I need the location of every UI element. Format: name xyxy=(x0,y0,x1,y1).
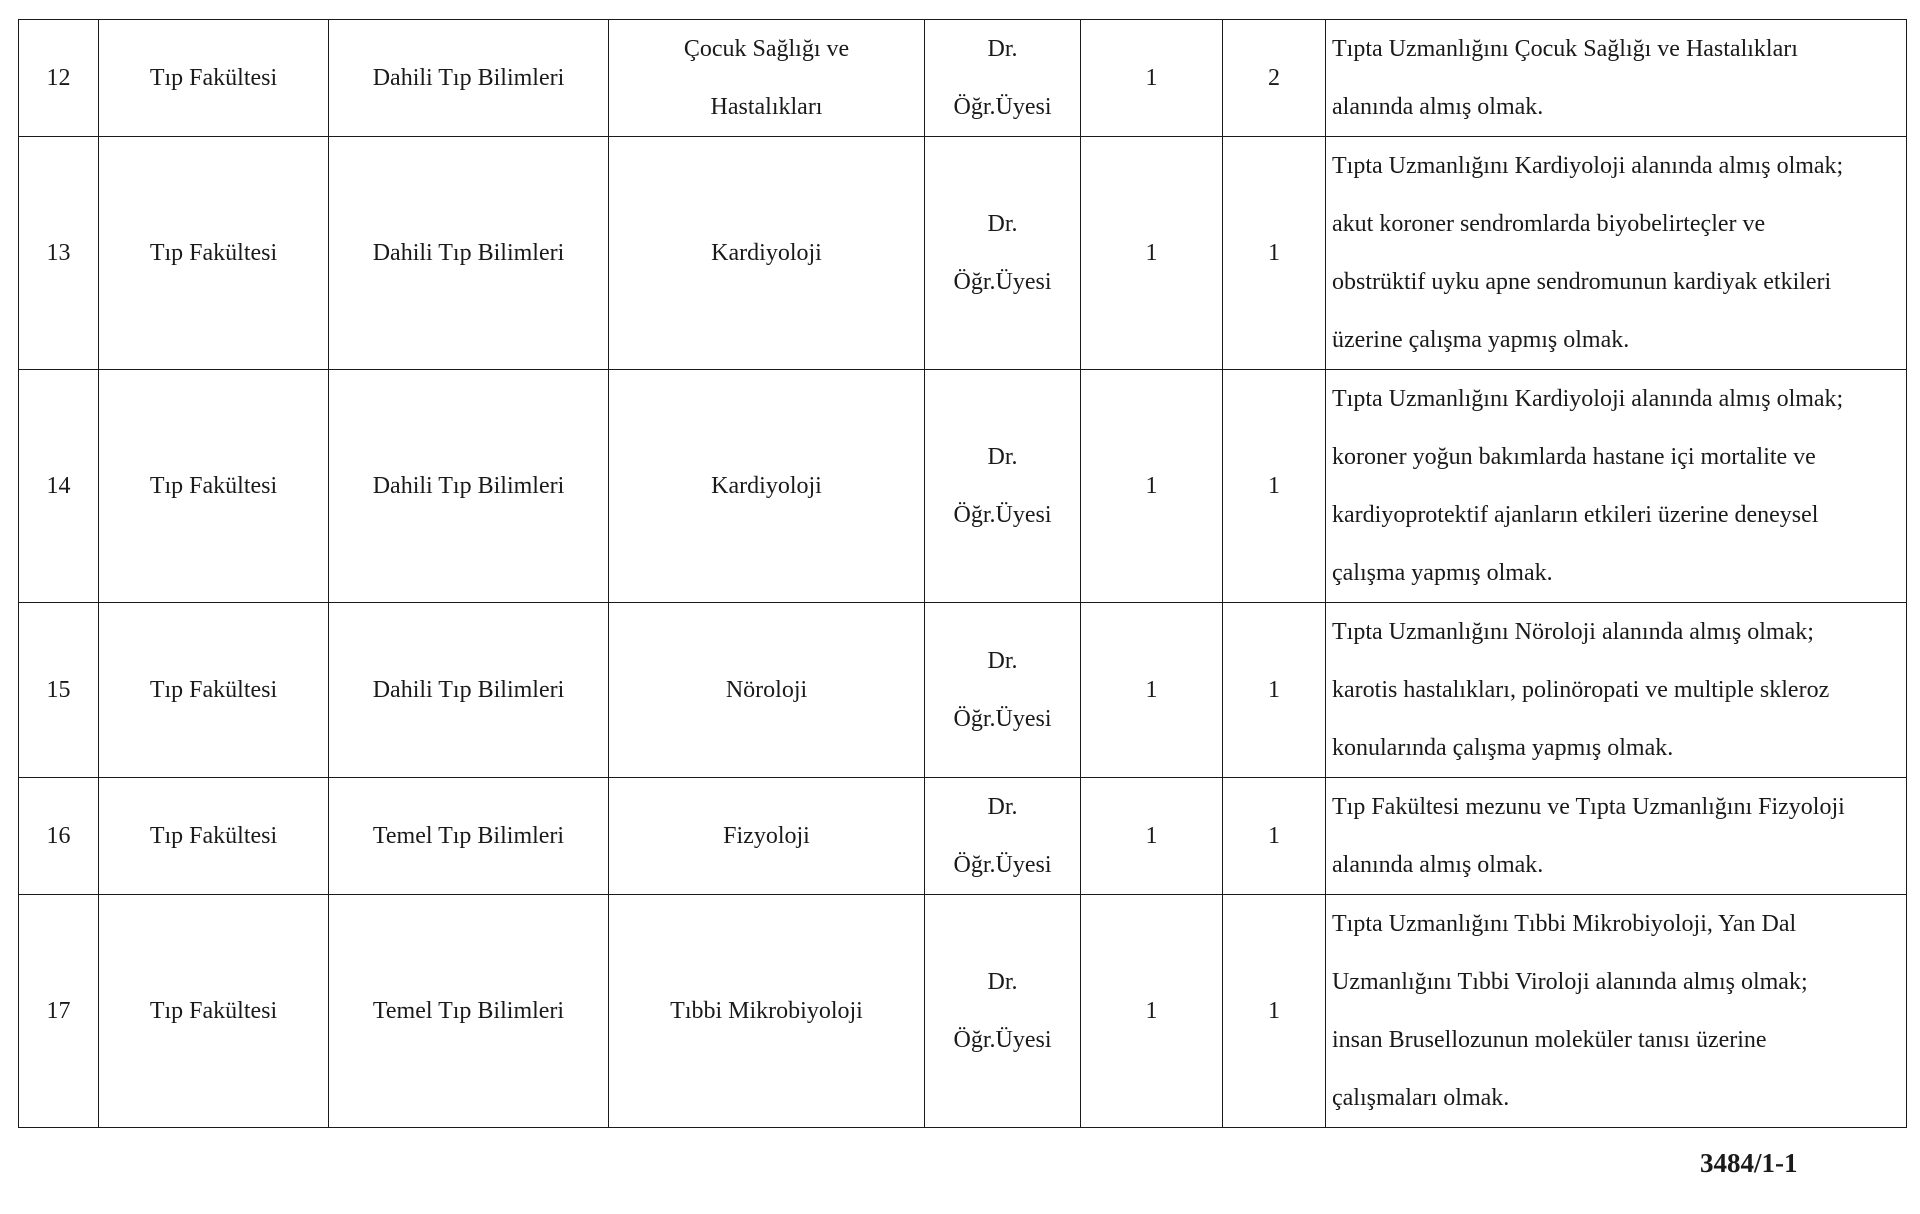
table-body xyxy=(19,20,1907,1128)
department-cell: Dahili Tıp Bilimleri xyxy=(329,370,609,603)
department-cell: Temel Tıp Bilimleri xyxy=(329,895,609,1128)
row-number-cell: 16 xyxy=(19,778,99,895)
position-count-cell: 1 xyxy=(1223,778,1326,895)
table-row xyxy=(19,370,1907,603)
degree-count-cell: 1 xyxy=(1081,603,1223,778)
requirement-line: Tıp Fakültesi mezunu ve Tıpta Uzmanlığını Fizyoloji xyxy=(1332,794,1845,820)
field-line: Çocuk Sağlığı ve xyxy=(683,36,850,62)
title-cell xyxy=(925,137,1081,370)
field-cell xyxy=(609,20,925,137)
faculty-cell: Tıp Fakültesi xyxy=(99,370,329,603)
row-number-cell: 12 xyxy=(19,20,99,137)
title-line: Dr. xyxy=(987,36,1018,62)
requirement-cell xyxy=(1326,137,1907,370)
requirement-cell xyxy=(1326,20,1907,137)
faculty-cell: Tıp Fakültesi xyxy=(99,20,329,137)
title-line: Öğr.Üyesi xyxy=(953,852,1052,878)
title-line: Dr. xyxy=(987,794,1018,820)
degree-count-cell: 1 xyxy=(1081,137,1223,370)
department-cell: Dahili Tıp Bilimleri xyxy=(329,20,609,137)
title-line: Dr. xyxy=(987,444,1018,470)
position-count-cell: 1 xyxy=(1223,895,1326,1128)
requirement-line: insan Brusellozunun moleküler tanısı üzerine xyxy=(1332,1027,1767,1053)
position-count-cell: 1 xyxy=(1223,370,1326,603)
requirement-line: Tıpta Uzmanlığını Kardiyoloji alanında almış olmak; xyxy=(1332,386,1844,412)
title-cell xyxy=(925,895,1081,1128)
requirement-line: koroner yoğun bakımlarda hastane içi mortalite ve xyxy=(1332,444,1816,470)
degree-count-cell: 1 xyxy=(1081,370,1223,603)
title-line: Öğr.Üyesi xyxy=(953,1027,1052,1053)
requirement-line: konularında çalışma yapmış olmak. xyxy=(1332,735,1674,761)
requirement-line: Tıpta Uzmanlığını Tıbbi Mikrobiyoloji, Yan Dal xyxy=(1332,911,1797,937)
row-number-cell: 15 xyxy=(19,603,99,778)
position-count-cell: 1 xyxy=(1223,137,1326,370)
department-cell: Dahili Tıp Bilimleri xyxy=(329,603,609,778)
requirement-line: üzerine çalışma yapmış olmak. xyxy=(1332,327,1630,353)
table-row xyxy=(19,778,1907,895)
faculty-cell: Tıp Fakültesi xyxy=(99,603,329,778)
field-line: Hastalıkları xyxy=(710,94,823,120)
requirement-line: çalışmaları olmak. xyxy=(1332,1085,1510,1111)
field-line: Nöroloji xyxy=(725,677,808,703)
field-cell xyxy=(609,778,925,895)
row-number-cell: 17 xyxy=(19,895,99,1128)
requirement-line: Tıpta Uzmanlığını Nöroloji alanında almış olmak; xyxy=(1332,619,1814,645)
field-cell xyxy=(609,895,925,1128)
position-count-cell: 1 xyxy=(1223,603,1326,778)
degree-count-cell: 1 xyxy=(1081,778,1223,895)
field-line: Kardiyoloji xyxy=(711,240,822,266)
row-number-cell: 13 xyxy=(19,137,99,370)
requirement-line: Tıpta Uzmanlığını Kardiyoloji alanında almış olmak; xyxy=(1332,153,1844,179)
table-row xyxy=(19,137,1907,370)
title-cell xyxy=(925,370,1081,603)
requirement-line: Tıpta Uzmanlığını Çocuk Sağlığı ve Hastalıkları xyxy=(1332,36,1798,62)
row-number-cell: 14 xyxy=(19,370,99,603)
requirement-line: alanında almış olmak. xyxy=(1332,852,1544,878)
title-line: Öğr.Üyesi xyxy=(953,94,1052,120)
department-cell: Temel Tıp Bilimleri xyxy=(329,778,609,895)
requirement-line: Uzmanlığını Tıbbi Viroloji alanında almış olmak; xyxy=(1332,969,1808,995)
field-cell xyxy=(609,137,925,370)
faculty-positions-table xyxy=(18,19,1907,1128)
title-line: Dr. xyxy=(987,969,1018,995)
field-line: Fizyoloji xyxy=(723,823,810,849)
table-row xyxy=(19,20,1907,137)
title-line: Öğr.Üyesi xyxy=(953,269,1052,295)
title-line: Öğr.Üyesi xyxy=(953,706,1052,732)
field-cell xyxy=(609,603,925,778)
requirement-line: karotis hastalıkları, polinöropati ve multiple skleroz xyxy=(1332,677,1830,703)
requirement-line: kardiyoprotektif ajanların etkileri üzerine deneysel xyxy=(1332,502,1819,528)
title-cell xyxy=(925,778,1081,895)
requirement-cell xyxy=(1326,895,1907,1128)
requirement-line: akut koroner sendromlarda biyobelirteçler ve xyxy=(1332,211,1766,237)
field-cell xyxy=(609,370,925,603)
field-line: Tıbbi Mikrobiyoloji xyxy=(670,998,863,1024)
title-line: Dr. xyxy=(987,211,1018,237)
requirement-cell xyxy=(1326,778,1907,895)
requirement-line: alanında almış olmak. xyxy=(1332,94,1544,120)
requirement-cell xyxy=(1326,370,1907,603)
department-cell: Dahili Tıp Bilimleri xyxy=(329,137,609,370)
title-cell xyxy=(925,20,1081,137)
document-reference-number: 3484/1-1 xyxy=(1700,1148,1798,1178)
requirement-line: obstrüktif uyku apne sendromunun kardiyak etkileri xyxy=(1332,269,1832,295)
degree-count-cell: 1 xyxy=(1081,895,1223,1128)
title-line: Öğr.Üyesi xyxy=(953,502,1052,528)
table-row xyxy=(19,603,1907,778)
faculty-cell: Tıp Fakültesi xyxy=(99,895,329,1128)
requirement-line: çalışma yapmış olmak. xyxy=(1332,560,1553,586)
table-row xyxy=(19,895,1907,1128)
field-line: Kardiyoloji xyxy=(711,473,822,499)
faculty-cell: Tıp Fakültesi xyxy=(99,137,329,370)
position-count-cell: 2 xyxy=(1223,20,1326,137)
title-cell xyxy=(925,603,1081,778)
requirement-cell xyxy=(1326,603,1907,778)
faculty-cell: Tıp Fakültesi xyxy=(99,778,329,895)
title-line: Dr. xyxy=(987,648,1018,674)
degree-count-cell: 1 xyxy=(1081,20,1223,137)
